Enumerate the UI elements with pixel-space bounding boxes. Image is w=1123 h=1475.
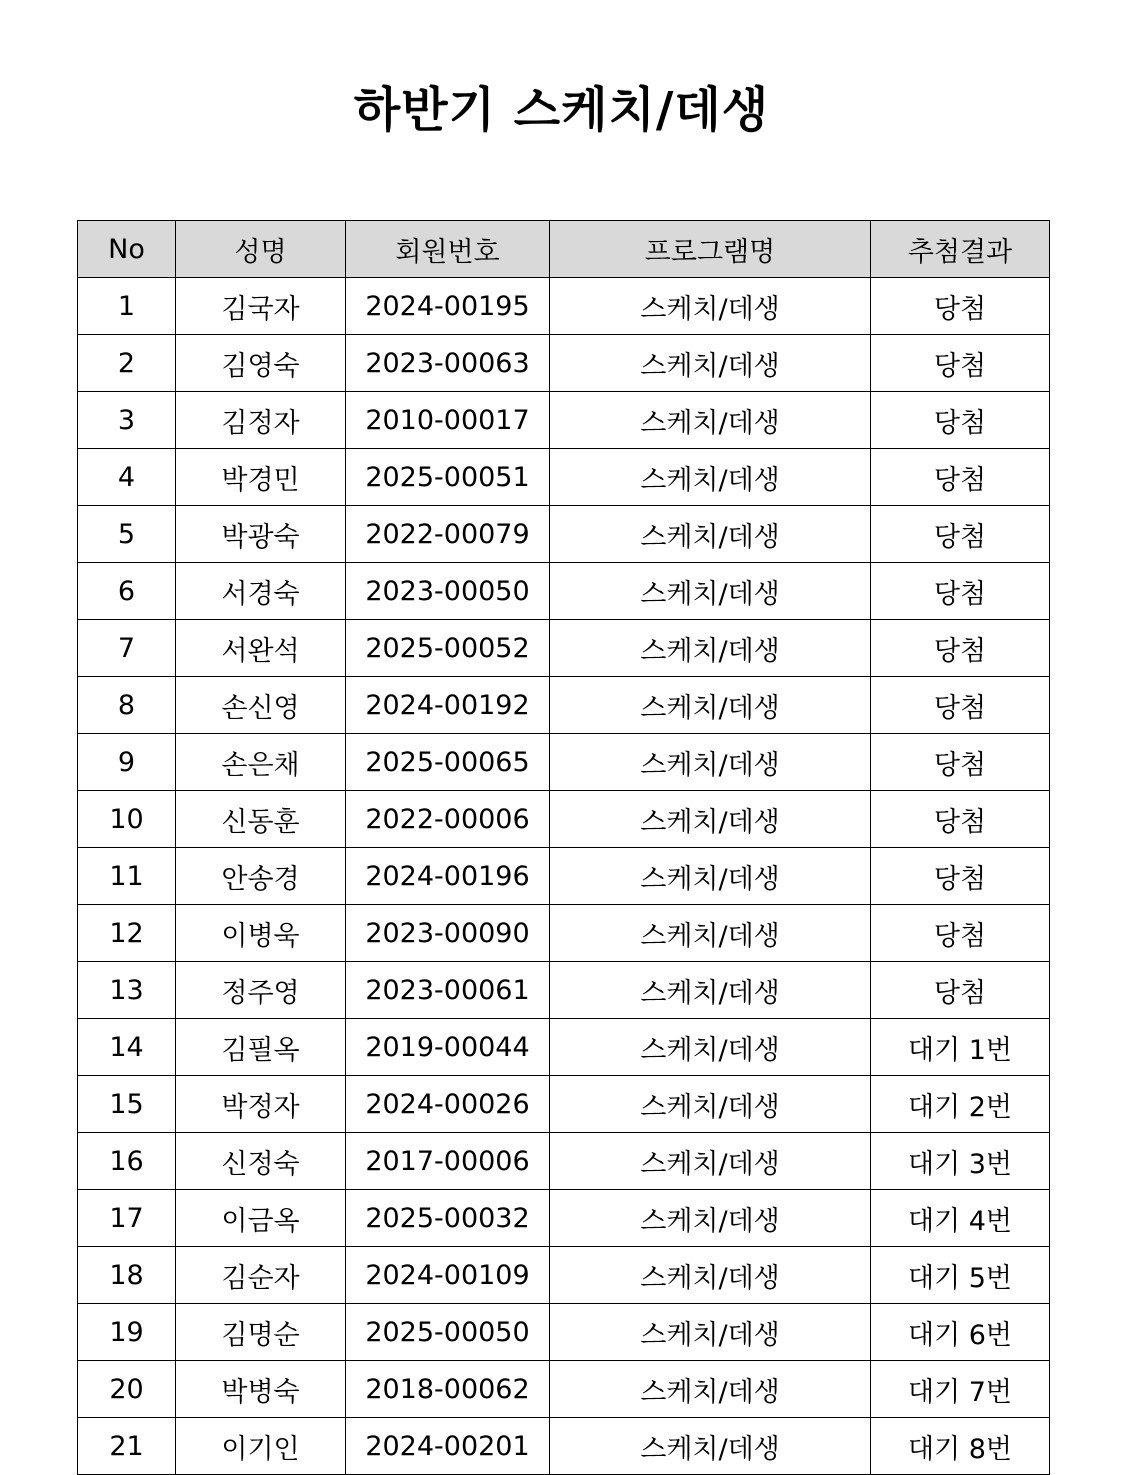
cell-program-name: 스케치/데생 (550, 677, 871, 734)
cell-program-name: 스케치/데생 (550, 335, 871, 392)
lottery-result-table (77, 220, 1050, 1475)
cell-name: 김영숙 (176, 335, 346, 392)
cell-program-name: 스케치/데생 (550, 392, 871, 449)
cell-name: 손은채 (176, 734, 346, 791)
cell-member-number: 2024-00192 (346, 677, 550, 734)
cell-member-number: 2024-00201 (346, 1418, 550, 1475)
cell-draw-result: 대기 7번 (871, 1361, 1050, 1418)
table-row (78, 962, 1050, 1019)
cell-no: 2 (78, 335, 176, 392)
cell-draw-result: 당첨 (871, 848, 1050, 905)
cell-draw-result: 당첨 (871, 734, 1050, 791)
table-row (78, 848, 1050, 905)
cell-no: 19 (78, 1304, 176, 1361)
cell-name: 박병숙 (176, 1361, 346, 1418)
table-row (78, 449, 1050, 506)
cell-member-number: 2024-00196 (346, 848, 550, 905)
cell-no: 1 (78, 278, 176, 335)
table-header (78, 221, 1050, 278)
cell-name: 안송경 (176, 848, 346, 905)
cell-draw-result: 당첨 (871, 335, 1050, 392)
cell-member-number: 2018-00062 (346, 1361, 550, 1418)
cell-draw-result: 대기 4번 (871, 1190, 1050, 1247)
cell-draw-result: 대기 6번 (871, 1304, 1050, 1361)
cell-name: 서완석 (176, 620, 346, 677)
cell-no: 8 (78, 677, 176, 734)
cell-member-number: 2025-00052 (346, 620, 550, 677)
cell-no: 12 (78, 905, 176, 962)
cell-draw-result: 당첨 (871, 905, 1050, 962)
cell-name: 이금옥 (176, 1190, 346, 1247)
cell-name: 이기인 (176, 1418, 346, 1475)
table-row (78, 1418, 1050, 1475)
cell-program-name: 스케치/데생 (550, 563, 871, 620)
cell-no: 15 (78, 1076, 176, 1133)
cell-program-name: 스케치/데생 (550, 848, 871, 905)
cell-name: 김순자 (176, 1247, 346, 1304)
cell-no: 9 (78, 734, 176, 791)
cell-member-number: 2023-00061 (346, 962, 550, 1019)
cell-member-number: 2024-00195 (346, 278, 550, 335)
table-row (78, 563, 1050, 620)
table-body (78, 278, 1050, 1475)
cell-draw-result: 당첨 (871, 677, 1050, 734)
cell-draw-result: 대기 5번 (871, 1247, 1050, 1304)
table-row (78, 734, 1050, 791)
cell-no: 4 (78, 449, 176, 506)
header-name: 성명 (176, 221, 346, 278)
table-row (78, 1076, 1050, 1133)
header-no: No (78, 221, 176, 278)
cell-name: 김정자 (176, 392, 346, 449)
table-row (78, 1304, 1050, 1361)
cell-name: 서경숙 (176, 563, 346, 620)
header-row (78, 221, 1050, 278)
cell-program-name: 스케치/데생 (550, 278, 871, 335)
table-row (78, 1247, 1050, 1304)
cell-program-name: 스케치/데생 (550, 1019, 871, 1076)
page-title: 하반기 스케치/데생 (353, 82, 770, 138)
cell-name: 박정자 (176, 1076, 346, 1133)
table-row (78, 1190, 1050, 1247)
cell-member-number: 2025-00032 (346, 1190, 550, 1247)
cell-draw-result: 당첨 (871, 278, 1050, 335)
cell-name: 신동훈 (176, 791, 346, 848)
cell-draw-result: 대기 1번 (871, 1019, 1050, 1076)
cell-member-number: 2024-00109 (346, 1247, 550, 1304)
cell-no: 16 (78, 1133, 176, 1190)
cell-member-number: 2023-00063 (346, 335, 550, 392)
cell-draw-result: 당첨 (871, 791, 1050, 848)
cell-draw-result: 대기 3번 (871, 1133, 1050, 1190)
cell-no: 13 (78, 962, 176, 1019)
cell-member-number: 2023-00050 (346, 563, 550, 620)
cell-member-number: 2019-00044 (346, 1019, 550, 1076)
cell-program-name: 스케치/데생 (550, 1361, 871, 1418)
cell-member-number: 2023-00090 (346, 905, 550, 962)
cell-no: 5 (78, 506, 176, 563)
cell-member-number: 2022-00006 (346, 791, 550, 848)
cell-name: 신정숙 (176, 1133, 346, 1190)
cell-member-number: 2025-00051 (346, 449, 550, 506)
cell-program-name: 스케치/데생 (550, 1418, 871, 1475)
cell-draw-result: 당첨 (871, 962, 1050, 1019)
table-row (78, 791, 1050, 848)
cell-name: 김명순 (176, 1304, 346, 1361)
cell-member-number: 2010-00017 (346, 392, 550, 449)
cell-program-name: 스케치/데생 (550, 962, 871, 1019)
cell-member-number: 2017-00006 (346, 1133, 550, 1190)
cell-member-number: 2025-00050 (346, 1304, 550, 1361)
cell-member-number: 2022-00079 (346, 506, 550, 563)
cell-program-name: 스케치/데생 (550, 1076, 871, 1133)
cell-name: 정주영 (176, 962, 346, 1019)
table-row (78, 1361, 1050, 1418)
cell-member-number: 2024-00026 (346, 1076, 550, 1133)
header-member-number: 회원번호 (346, 221, 550, 278)
cell-draw-result: 당첨 (871, 506, 1050, 563)
cell-name: 박경민 (176, 449, 346, 506)
cell-member-number: 2025-00065 (346, 734, 550, 791)
cell-draw-result: 당첨 (871, 449, 1050, 506)
table-row (78, 1133, 1050, 1190)
cell-draw-result: 대기 2번 (871, 1076, 1050, 1133)
table-row (78, 335, 1050, 392)
cell-program-name: 스케치/데생 (550, 905, 871, 962)
table-row (78, 506, 1050, 563)
cell-program-name: 스케치/데생 (550, 791, 871, 848)
cell-name: 김국자 (176, 278, 346, 335)
cell-program-name: 스케치/데생 (550, 620, 871, 677)
cell-draw-result: 당첨 (871, 392, 1050, 449)
table-row (78, 278, 1050, 335)
cell-no: 17 (78, 1190, 176, 1247)
cell-no: 6 (78, 563, 176, 620)
cell-name: 박광숙 (176, 506, 346, 563)
cell-no: 7 (78, 620, 176, 677)
cell-program-name: 스케치/데생 (550, 449, 871, 506)
cell-no: 11 (78, 848, 176, 905)
table-row (78, 392, 1050, 449)
cell-name: 이병욱 (176, 905, 346, 962)
table-row (78, 677, 1050, 734)
cell-name: 김필옥 (176, 1019, 346, 1076)
cell-no: 3 (78, 392, 176, 449)
cell-draw-result: 당첨 (871, 563, 1050, 620)
cell-no: 20 (78, 1361, 176, 1418)
cell-program-name: 스케치/데생 (550, 1133, 871, 1190)
cell-no: 18 (78, 1247, 176, 1304)
cell-program-name: 스케치/데생 (550, 1247, 871, 1304)
header-program-name: 프로그램명 (550, 221, 871, 278)
table-row (78, 1019, 1050, 1076)
cell-no: 14 (78, 1019, 176, 1076)
cell-program-name: 스케치/데생 (550, 506, 871, 563)
cell-program-name: 스케치/데생 (550, 1304, 871, 1361)
cell-draw-result: 당첨 (871, 620, 1050, 677)
header-draw-result: 추첨결과 (871, 221, 1050, 278)
cell-no: 10 (78, 791, 176, 848)
cell-program-name: 스케치/데생 (550, 734, 871, 791)
cell-name: 손신영 (176, 677, 346, 734)
cell-program-name: 스케치/데생 (550, 1190, 871, 1247)
table-row (78, 620, 1050, 677)
cell-draw-result: 대기 8번 (871, 1418, 1050, 1475)
cell-no: 21 (78, 1418, 176, 1475)
table-row (78, 905, 1050, 962)
